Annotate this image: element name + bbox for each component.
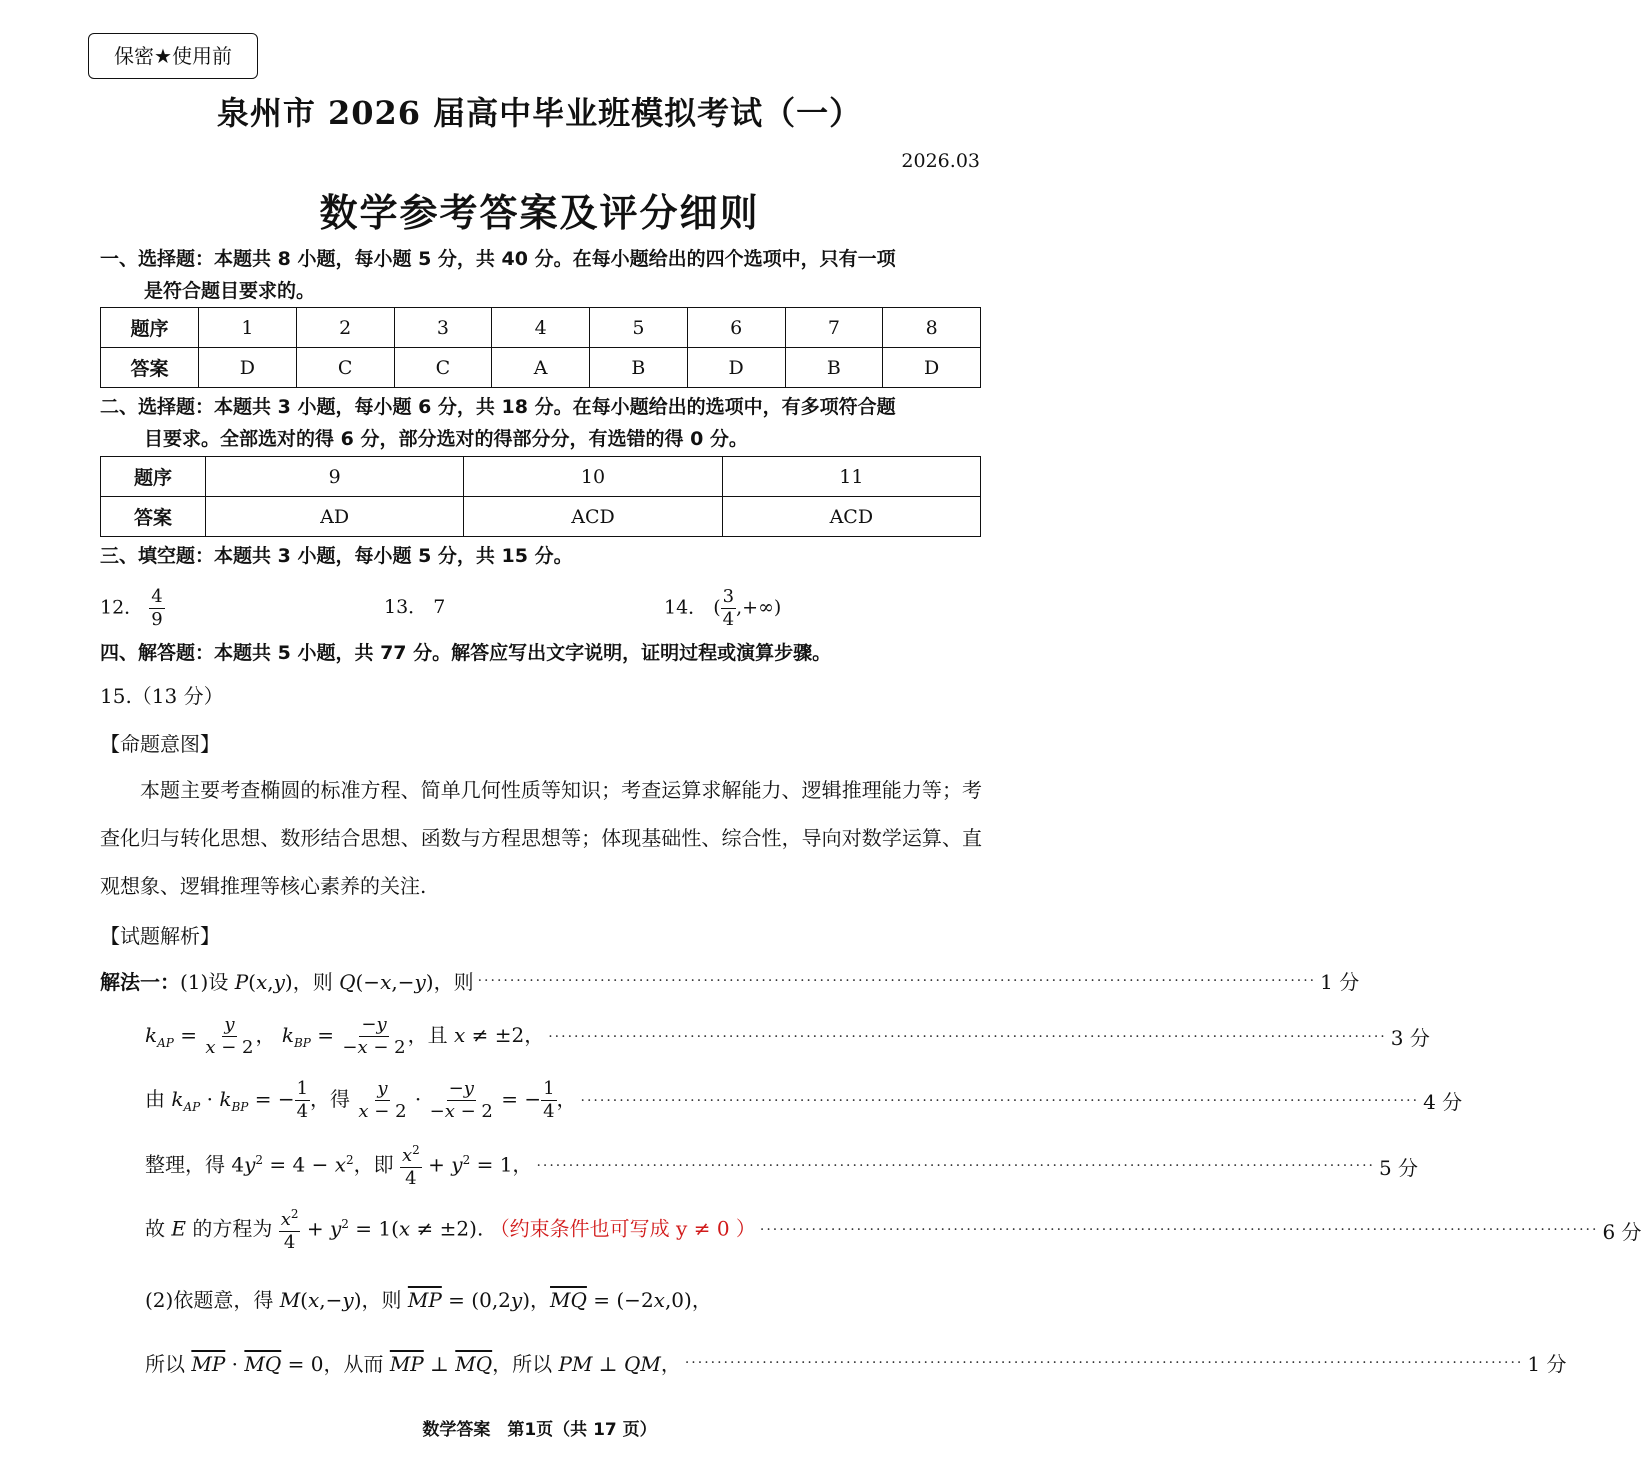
question-number: 1 [199,308,297,348]
question-number: 2 [296,308,394,348]
answer-cell: ACD [722,497,980,537]
constraint-note: （约束条件也可写成 y ≠ 0 ） [489,1216,756,1241]
row-label-question: 题序 [101,457,206,497]
leader-dots: ·································································································································· [548,1028,1387,1045]
answer-q13: 13． 7 [384,596,446,618]
solution-step: $k_{AP}$ = $\frac{y}{x - 2}$ ， $k_{BP}$ = $\frac{-y}{-x - 2}$ ，且 x ≠ ±2， [145,1014,545,1058]
solution-step: 所以 $\overline{MP} \cdot \overline{MQ} = 0$，从而 $\overline{MP}$ ⊥ $\overline{MQ}$，所以 PM ⊥ QM， [145,1352,681,1376]
exam-title: 泉州市 2026 届高中毕业班模拟考试（一） [216,94,863,132]
question-number: 4 [492,308,590,348]
table-row [101,308,981,348]
solution-step: 由 $k_{AP} \cdot k_{BP}$ = − $\frac{1}{4}$ ，得 $\frac{y}{x - 2}$ · $\frac{-y}{-x - 2}$ = − $\frac{1}{4}$ ， [145,1078,577,1122]
row-label-answer: 答案 [101,348,199,388]
answer-cell: D [687,348,785,388]
solution-step: (2)依题意，得 M(x,−y)，则 $\overline{MP} = (0,2y)$，$\overline{MQ} = (-2x,0)$， [145,1288,712,1312]
step-score: 5 分 [1378,1155,1419,1180]
fraction: $\frac{4}{9}$ [151,586,163,630]
leader-dots: ·································································································································· [580,1092,1420,1109]
answer-cell: ACD [464,497,722,537]
solution-step: 故 E 的方程为 $\frac{x^2}{4}$ + $y^2 = 1(x \ne \pm 2)$. （约束条件也可写成 y ≠ 0 ） [145,1207,756,1253]
solution-line [145,1348,1567,1377]
answer-cell: C [394,348,492,388]
leader-dots: ·································································································································· [759,1222,1599,1238]
question-15-title: 15.（13 分） [100,684,224,708]
answer-cell: AD [206,497,464,537]
answer-cell: A [492,348,590,388]
step-score: 6 分 [1602,1219,1642,1244]
leader-dots: ·································································································································· [684,1354,1524,1371]
question-number: 6 [687,308,785,348]
answer-cell: B [785,348,883,388]
step-score: 3 分 [1390,1026,1430,1050]
question-number: 3 [394,308,492,348]
question-number: 10 [464,457,722,497]
table-row [101,348,981,388]
confidential-badge: 保密★使用前 [88,33,258,79]
table-row [101,497,981,537]
solution-line [145,1078,1463,1122]
answer-q14: 14． ( $\frac{3}{4}$ ,+∞) [664,586,782,630]
question-number: 11 [722,457,980,497]
step-score: 1 分 [1320,970,1360,994]
section2-heading: 二、选择题：本题共 3 小题，每小题 6 分，共 18 分。在每小题给出的选项中，有多项符合题 目要求。全部选对的得 6 分，部分选对的得部分分，有选错的得 0 分。 [100,396,896,450]
intent-label: 【命题意图】 [100,732,220,756]
question-number: 9 [206,457,464,497]
fraction: $\frac{3}{4}$ [722,586,735,630]
analysis-label: 【试题解析】 [100,924,220,948]
answer-cell: C [296,348,394,388]
row-label-question: 题序 [101,308,199,348]
answer-cell: B [590,348,688,388]
answer-cell: D [883,348,981,388]
solution-line [145,1143,1419,1189]
answer-q12: 12． $\frac{4}{9}$ [100,586,163,630]
table-row [101,457,981,497]
section1-heading: 一、选择题：本题共 8 小题，每小题 5 分，共 40 分。在每小题给出的四个选项中，只有一项 是符合题目要求的。 [100,248,896,302]
solution-line [100,966,1360,995]
solution-step: 解法一：(1)设 P(x,y)，则 Q(−x,−y)，则 [100,970,474,994]
step-score: 1 分 [1527,1352,1567,1376]
section3-heading: 三、填空题：本题共 3 小题，每小题 5 分，共 15 分。 [100,545,573,567]
solution-line [145,1014,1430,1058]
solution-line [145,1284,982,1313]
question-number: 8 [883,308,981,348]
section1-answer-table [100,307,981,388]
solution-step: 整理，得 $4y^2 = 4 - x^2$，即 $\frac{x^2}{4}$ + $y^2 = 1$， [145,1143,533,1189]
solution-line [145,1207,1642,1253]
answer-cell: D [199,348,297,388]
leader-dots: ·································································································································· [477,972,1317,989]
question-number: 5 [590,308,688,348]
step-score: 4 分 [1423,1090,1463,1114]
section4-heading: 四、解答题：本题共 5 小题，共 77 分。解答应写出文字说明，证明过程或演算步骤。 [100,642,832,664]
row-label-answer: 答案 [101,497,206,537]
exam-date: 2026.03 [901,150,980,172]
leader-dots: ·································································································································· [536,1158,1375,1174]
page-footer: 数学答案 第1页（共 17 页） [422,1420,657,1440]
intent-paragraph: 本题主要考查椭圆的标准方程、简单几何性质等知识；考查运算求解能力、逻辑推理能力等；考查化归与转化思想、数形结合思想、函数与方程思想等；体现基础性、综合性，导向对数学运算、直观想象、逻辑推理等核心素养的关注. [100,778,982,898]
section2-answer-table [100,456,981,537]
question-number: 7 [785,308,883,348]
document-subtitle: 数学参考答案及评分细则 [319,191,760,235]
